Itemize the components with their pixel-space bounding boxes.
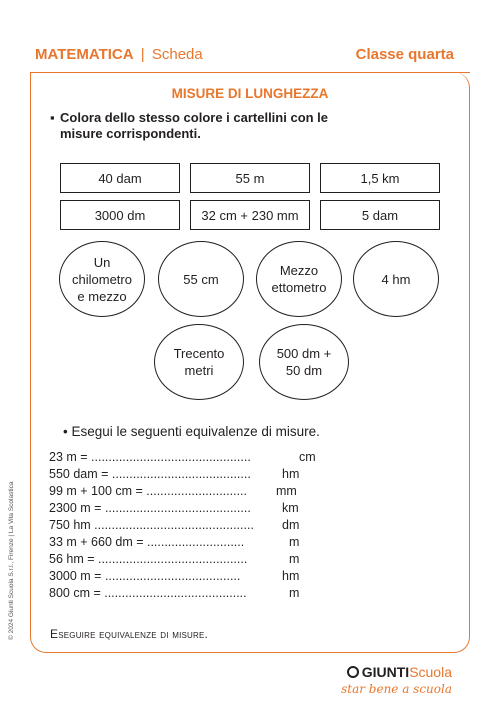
equivalence-unit: m <box>289 552 300 566</box>
equivalence-expression: 800 cm = ......................................... <box>49 586 247 600</box>
bullet-icon: ▪ <box>50 110 55 125</box>
measure-oval[interactable] <box>158 241 244 317</box>
logo-scuola: Scuola <box>409 664 452 680</box>
oval-text-line: 55 cm <box>183 271 219 287</box>
oval-text-line: 500 dm + <box>276 346 332 361</box>
logo-slogan: star bene a scuola <box>341 682 452 696</box>
oval-text-line: chilometro <box>72 271 132 287</box>
equivalence-unit: mm <box>276 484 297 498</box>
oval-text-line: Trecento <box>173 346 225 361</box>
publisher-logo <box>347 664 452 680</box>
worksheet-title: MISURE DI LUNGHEZZA <box>171 86 329 101</box>
equivalence-expression: 3000 m = ....................................... <box>49 569 241 583</box>
oval-text-line: 4 hm <box>381 271 411 287</box>
oval-text-line: Un <box>93 254 111 270</box>
measure-box[interactable]: 5 dam <box>320 200 440 230</box>
measure-box[interactable]: 55 m <box>190 163 310 193</box>
measure-oval[interactable] <box>154 324 244 400</box>
section-label: Scheda <box>151 46 203 63</box>
instruction-2: • Esegui le seguenti equivalenze di misure. <box>63 424 320 439</box>
objective-note: Eseguire equivalenze di misure. <box>50 627 209 641</box>
measure-oval[interactable] <box>259 324 349 400</box>
oval-text-line: metri <box>184 363 214 378</box>
equivalence-unit: km <box>282 501 299 515</box>
instruction-1 <box>50 110 370 142</box>
oval-text-line: e mezzo <box>77 288 127 304</box>
equivalence-expression: 2300 m = .......................................... <box>49 501 251 515</box>
equivalence-expression: 99 m + 100 cm = ............................. <box>49 484 247 498</box>
measure-box[interactable]: 32 cm + 230 mm <box>190 200 310 230</box>
oval-text-line: ettometro <box>271 280 327 295</box>
equivalence-unit: hm <box>282 467 300 481</box>
measure-oval[interactable] <box>353 241 439 317</box>
header-left <box>35 46 203 63</box>
grade-label: Classe quarta <box>355 46 454 63</box>
equivalence-expression: 750 hm .............................................. <box>49 518 254 532</box>
equivalence-unit: m <box>289 586 300 600</box>
instruction-1-text: Colora dello stesso colore i cartellini con le misure corrispondenti. <box>60 110 329 141</box>
equivalence-unit: dm <box>282 518 300 532</box>
header-separator: | <box>140 46 145 63</box>
measure-box[interactable]: 40 dam <box>60 163 180 193</box>
equivalence-unit: hm <box>282 569 300 583</box>
equivalence-expression: 56 hm = ........................................... <box>49 552 248 566</box>
giunti-g-icon <box>347 666 359 678</box>
measure-box[interactable]: 3000 dm <box>60 200 180 230</box>
equivalence-expression: 23 m = .............................................. <box>49 450 251 464</box>
copyright-text: © 2024 Giunti Scuola S.r.l., Firenze | La Vita Scolastica <box>8 481 15 640</box>
measure-box[interactable]: 1,5 km <box>320 163 440 193</box>
equivalence-expression: 33 m + 660 dm = ............................ <box>49 535 245 549</box>
logo-brand: GIUNTI <box>361 664 410 680</box>
measure-oval[interactable] <box>256 241 342 317</box>
equivalence-expression: 550 dam = ........................................ <box>49 467 251 481</box>
oval-text-line: Mezzo <box>279 263 319 278</box>
oval-text-line: 50 dm <box>285 363 323 378</box>
equivalence-unit: cm <box>299 450 316 464</box>
subject-label: MATEMATICA <box>35 46 134 63</box>
measure-oval[interactable] <box>59 241 145 317</box>
equivalence-unit: m <box>289 535 300 549</box>
